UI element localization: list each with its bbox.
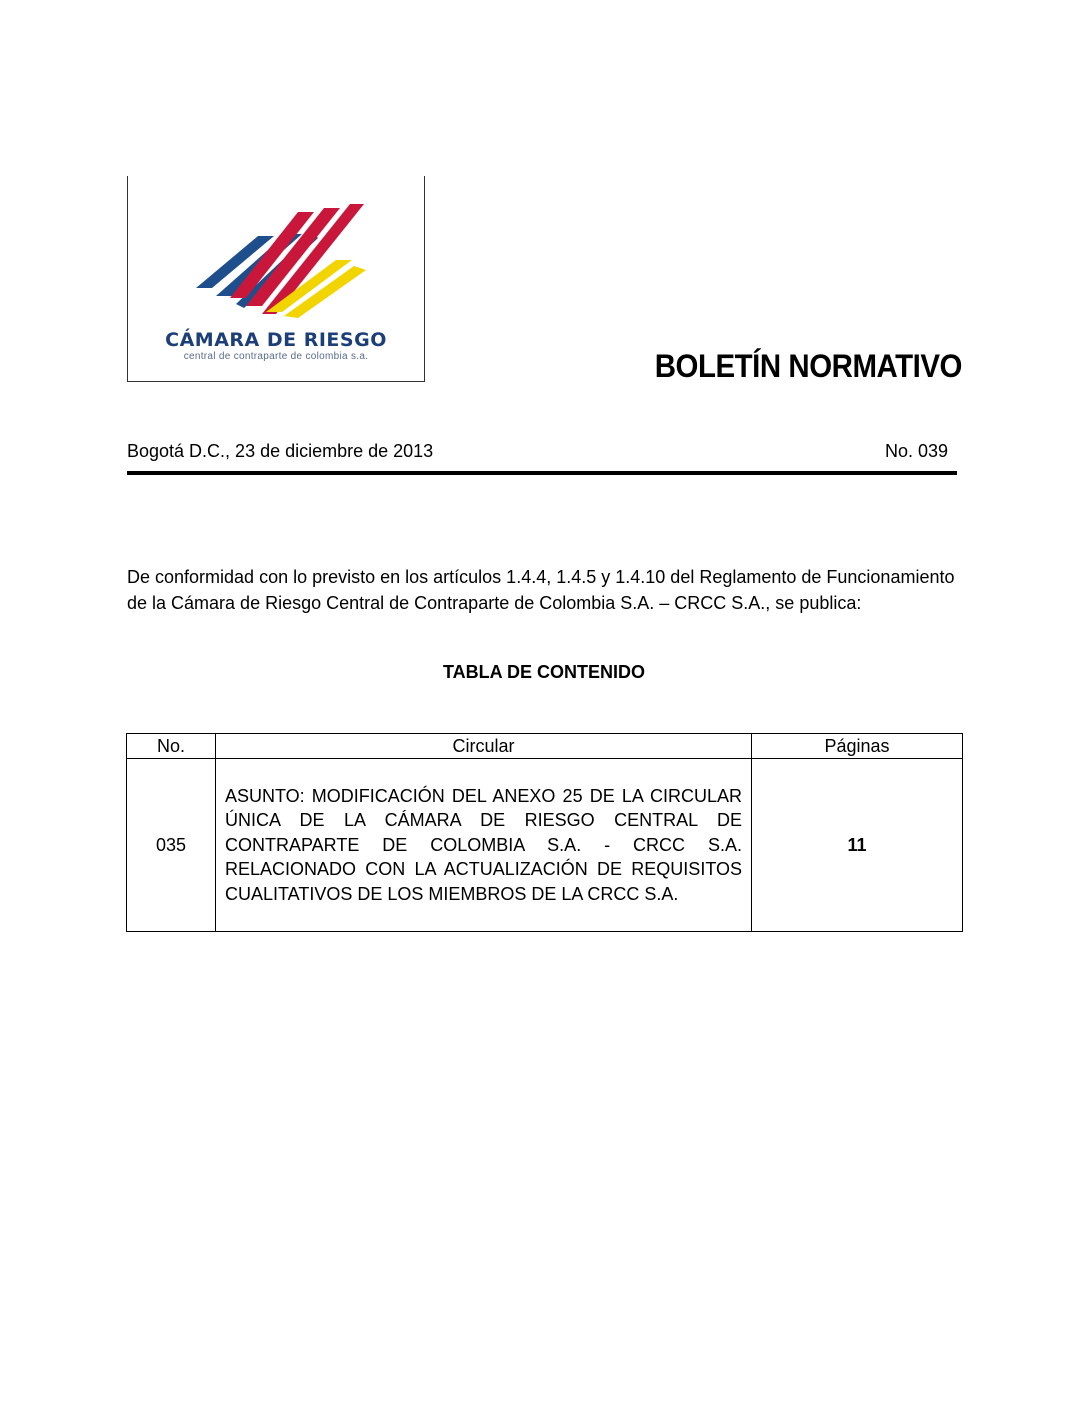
logo-name: CÁMARA DE RIESGO xyxy=(165,329,387,351)
bulletin-number: No. 039 xyxy=(884,441,948,461)
circular-number: 035 xyxy=(127,759,216,932)
crcc-logo-icon xyxy=(188,198,368,318)
circular-pages-cell xyxy=(752,759,963,932)
table-row xyxy=(127,759,963,932)
column-header-no: No. xyxy=(127,734,216,759)
toc-title: TABLA DE CONTENIDO xyxy=(443,662,645,682)
logo-tagline: central de contraparte de colombia s.a. xyxy=(183,351,369,362)
header-divider xyxy=(127,471,957,475)
circular-subject-cell xyxy=(216,759,752,932)
date-line: Bogotá D.C., 23 de diciembre de 2013 xyxy=(127,441,434,461)
toc-header-row xyxy=(127,734,963,759)
circular-pages: 11 xyxy=(847,834,867,855)
column-header-circular: Circular xyxy=(216,734,752,759)
logo-box xyxy=(127,176,425,382)
intro-paragraph: De conformidad con lo previsto en los artículos 1.4.4, 1.4.5 y 1.4.10 del Reglamento de Funcionamiento de la Cámara de Riesgo Central de Contraparte de Colombia S.A. – CRCC S.A., se publica: xyxy=(127,567,955,613)
circular-subject: ASUNTO: MODIFICACIÓN DEL ANEXO 25 DE LA CIRCULAR ÚNICA DE LA CÁMARA DE RIESGO CENTRAL DE CONTRAPARTE DE COLOMBIA S.A. - CRCC S.A. RELACIONADO CON LA ACTUALIZACIÓN DE REQUISITOS CUALITATIVOS DE LOS MIEMBROS DE LA CRCC S.A. xyxy=(225,785,742,904)
toc-table xyxy=(126,733,963,932)
bulletin-title: BOLETÍN NORMATIVO xyxy=(654,348,962,384)
column-header-pages: Páginas xyxy=(752,734,963,759)
